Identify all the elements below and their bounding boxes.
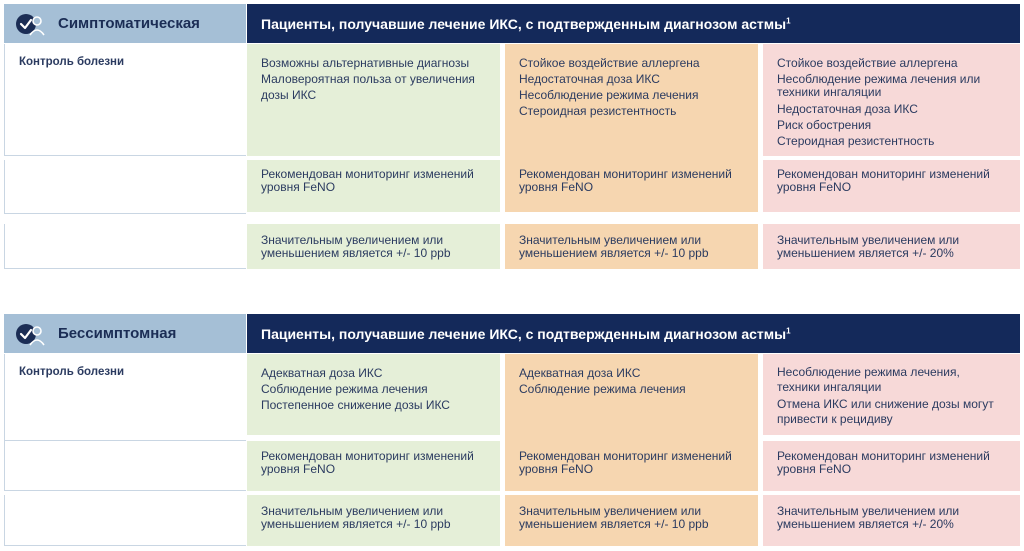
footnote-marker: 1 xyxy=(786,325,791,335)
green-cell xyxy=(247,160,500,212)
green-cell xyxy=(247,495,500,546)
list-item: Значительным увеличением или уменьшением является +/- 10 ppb xyxy=(261,233,451,260)
list-item: Возможны альтернативные диагнозы xyxy=(261,56,470,70)
category-label: Бессимптомная xyxy=(58,325,177,342)
patients-header xyxy=(247,4,1020,43)
list-item: Несоблюдение режима лечения xyxy=(519,88,699,102)
orange-cell xyxy=(505,441,758,491)
green-cell xyxy=(247,354,500,435)
list-item: Риск обострения xyxy=(777,118,872,132)
list-item: Соблюдение режима лечения xyxy=(519,382,686,396)
list-item: Адекватная доза ИКС xyxy=(519,366,641,380)
pink-cell xyxy=(763,495,1020,546)
list-item: Отмена ИКС или снижение дозы могут привести к рецидиву xyxy=(777,397,994,426)
row-label-cell xyxy=(4,44,246,156)
list-item: Адекватная доза ИКС xyxy=(261,366,383,380)
list-item: Стойкое воздействие аллергена xyxy=(777,56,958,70)
list-item: Стероидная резистентность xyxy=(777,134,935,148)
category-header xyxy=(4,4,246,43)
orange-cell xyxy=(505,495,758,546)
patient-check-icon xyxy=(10,4,50,43)
footnote-marker: 1 xyxy=(786,15,791,25)
list-item: Значительным увеличением или уменьшением является +/- 10 ppb xyxy=(519,504,709,531)
list-item: Значительным увеличением или уменьшением является +/- 10 ppb xyxy=(261,504,451,531)
list-item: Рекомендован мониторинг изменений уровня FeNO xyxy=(777,449,990,476)
row-label-cell xyxy=(4,354,246,441)
list-item: Значительным увеличением или уменьшением является +/- 10 ppb xyxy=(519,233,709,260)
pink-cell xyxy=(763,354,1020,435)
pink-cell xyxy=(763,160,1020,212)
patient-check-icon xyxy=(10,314,50,353)
patients-header-label: Пациенты, получавшие лечение ИКС, с подтвержденным диагнозом астмы$^1$ xyxy=(261,15,791,32)
row-label-cell-empty xyxy=(4,441,246,491)
list-item: Рекомендован мониторинг изменений уровня FeNO xyxy=(519,449,732,476)
list-item: Соблюдение режима лечения xyxy=(261,382,428,396)
pink-cell xyxy=(763,224,1020,269)
row-label: Контроль болезни xyxy=(19,366,125,378)
orange-cell xyxy=(505,160,758,212)
list-item: Рекомендован мониторинг изменений уровня FeNO xyxy=(261,167,474,194)
category-label: Симптоматическая xyxy=(58,15,200,32)
green-cell xyxy=(247,44,500,156)
list-item: Рекомендован мониторинг изменений уровня FeNO xyxy=(261,449,474,476)
list-item: Недостаточная доза ИКС xyxy=(519,72,660,86)
row-label-cell-empty xyxy=(4,495,246,546)
list-item: Недостаточная доза ИКС xyxy=(777,102,918,116)
list-item: Рекомендован мониторинг изменений уровня FeNO xyxy=(777,167,990,194)
list-item: Стероидная резистентность xyxy=(519,104,677,118)
row-label: Контроль болезни xyxy=(19,56,125,68)
list-item: Маловероятная польза от увеличения дозы ИКС xyxy=(261,72,475,102)
patients-header-label: Пациенты, получавшие лечение ИКС, с подтвержденным диагнозом астмы$^1$ xyxy=(261,325,791,342)
patients-header xyxy=(247,314,1020,353)
pink-cell xyxy=(763,44,1020,156)
list-item: Значительным увеличением или уменьшением является +/- 20% xyxy=(777,233,960,260)
list-item: Несоблюдение режима лечения или техники ингаляции xyxy=(777,72,981,99)
green-cell xyxy=(247,441,500,491)
list-item: Значительным увеличением или уменьшением является +/- 20% xyxy=(777,504,960,531)
list-item: Несоблюдение режима лечения, техники ингаляции xyxy=(777,365,960,394)
pink-cell xyxy=(763,441,1020,491)
list-item: Стойкое воздействие аллергена xyxy=(519,56,700,70)
orange-cell xyxy=(505,224,758,269)
list-item: Рекомендован мониторинг изменений уровня FeNO xyxy=(519,167,732,194)
list-item: Постепенное снижение дозы ИКС xyxy=(261,398,450,412)
green-cell xyxy=(247,224,500,269)
row-label-cell-empty xyxy=(4,224,246,269)
row-label-cell-empty xyxy=(4,160,246,214)
category-header xyxy=(4,314,246,353)
